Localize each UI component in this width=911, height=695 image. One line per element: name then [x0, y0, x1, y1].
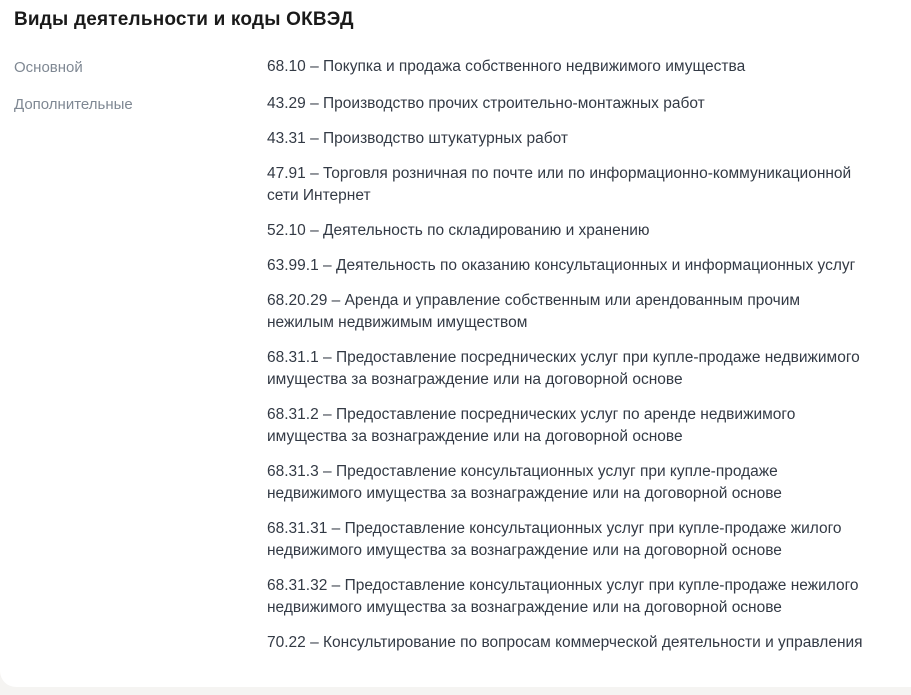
okved-section-row	[14, 93, 897, 654]
okved-section-label: Дополнительные	[14, 96, 133, 113]
okved-section-row	[14, 56, 897, 79]
okved-name: Торговля розничная по почте или по информационно-коммуникационной сети Интернет	[267, 165, 852, 204]
okved-item	[267, 632, 867, 654]
okved-separator: –	[318, 257, 336, 274]
okved-item	[267, 56, 867, 78]
okved-name: Предоставление консультационных услуг при купле-продаже жилого недвижимого имущества за вознаграждение или на договорной основе	[267, 520, 842, 559]
okved-name: Аренда и управление собственным или арендованным прочим нежилым недвижимым имуществом	[267, 292, 801, 331]
okved-code: 68.20.29	[267, 292, 328, 309]
okved-code: 68.31.3	[267, 463, 319, 480]
okved-name: Предоставление консультационных услуг при купле-продаже нежилого недвижимого имущества за вознаграждение или на договорной основе	[267, 577, 859, 616]
okved-code: 68.31.31	[267, 520, 328, 537]
okved-item	[267, 255, 867, 277]
okved-name: Предоставление консультационных услуг при купле-продаже недвижимого имущества за вознаграждение или на договорной основе	[267, 463, 782, 502]
okved-code: 47.91	[267, 165, 306, 182]
okved-name: Деятельность по складированию и хранению	[323, 222, 650, 239]
okved-items-list	[267, 56, 867, 78]
okved-name: Предоставление посреднических услуг при купле-продаже недвижимого имущества за вознаграждение или на договорной основе	[267, 349, 860, 388]
okved-separator: –	[327, 292, 345, 309]
okved-separator: –	[305, 130, 324, 147]
okved-item	[267, 518, 867, 562]
okved-item	[267, 290, 867, 334]
okved-code: 43.29	[267, 95, 306, 112]
okved-separator: –	[305, 58, 324, 75]
okved-section-label: Основной	[14, 59, 83, 76]
okved-item	[267, 461, 867, 505]
section-title: Виды деятельности и коды ОКВЭД	[14, 9, 354, 30]
okved-name: Производство прочих строительно-монтажных работ	[323, 95, 705, 112]
okved-item	[267, 220, 867, 242]
okved-item	[267, 128, 867, 150]
okved-name: Предоставление посреднических услуг по аренде недвижимого имущества за вознаграждение или на договорной основе	[267, 406, 796, 445]
okved-separator: –	[327, 520, 345, 537]
okved-separator: –	[305, 165, 324, 182]
okved-code: 63.99.1	[267, 257, 319, 274]
okved-separator: –	[305, 222, 324, 239]
okved-code: 70.22	[267, 634, 306, 651]
okved-code: 52.10	[267, 222, 306, 239]
okved-name: Производство штукатурных работ	[323, 130, 568, 147]
okved-items-list	[267, 93, 867, 654]
okved-item	[267, 93, 867, 115]
okved-item	[267, 575, 867, 619]
okved-separator: –	[327, 577, 345, 594]
okved-name: Консультирование по вопросам коммерческой деятельности и управления	[323, 634, 863, 651]
okved-code: 43.31	[267, 130, 306, 147]
okved-code: 68.10	[267, 58, 306, 75]
okved-item	[267, 404, 867, 448]
okved-separator: –	[318, 463, 336, 480]
okved-sections	[14, 56, 897, 654]
okved-separator: –	[318, 349, 336, 366]
okved-name: Деятельность по оказанию консультационных и информационных услуг	[335, 257, 856, 274]
okved-item	[267, 163, 867, 207]
okved-separator: –	[305, 95, 324, 112]
okved-code: 68.31.2	[267, 406, 319, 423]
okved-item	[267, 347, 867, 391]
okved-separator: –	[318, 406, 336, 423]
okved-code: 68.31.32	[267, 577, 328, 594]
okved-separator: –	[305, 634, 324, 651]
okved-name: Покупка и продажа собственного недвижимого имущества	[323, 58, 746, 75]
okved-code: 68.31.1	[267, 349, 319, 366]
